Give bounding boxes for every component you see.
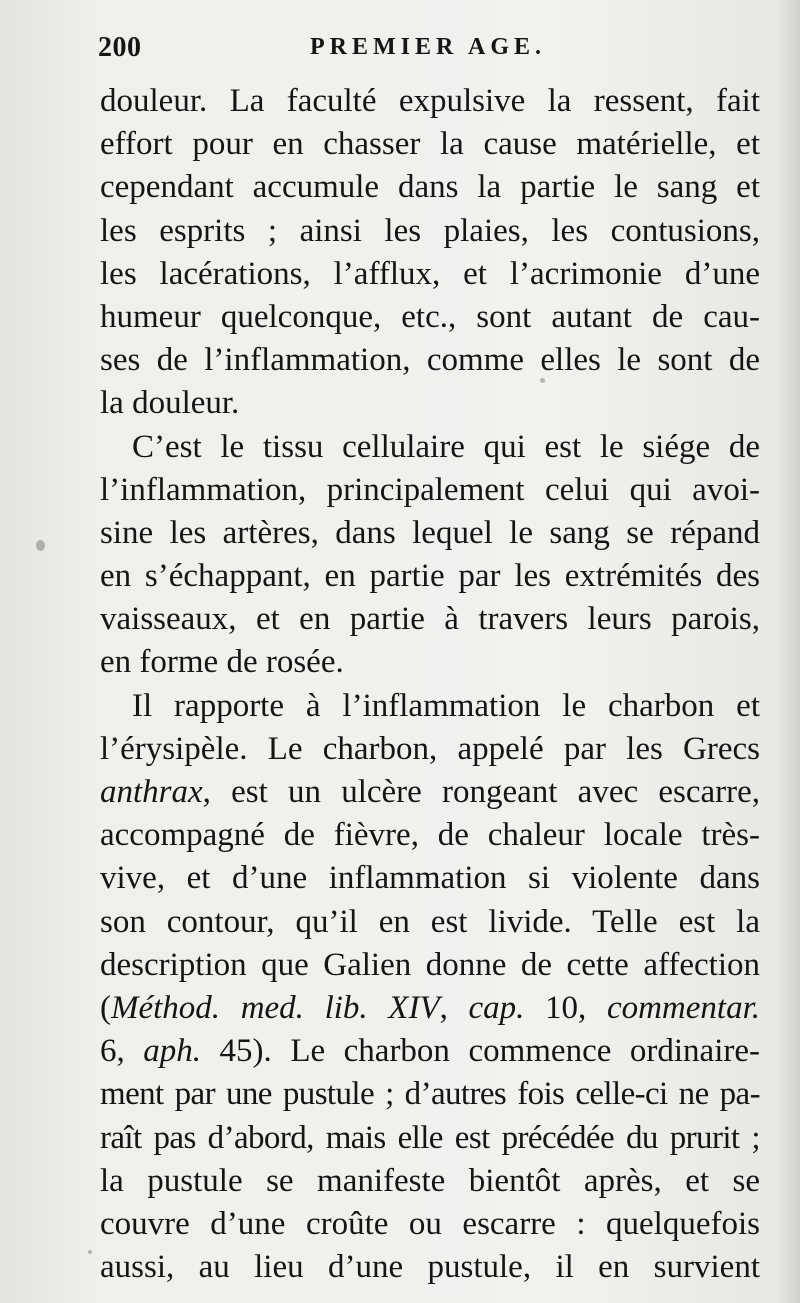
text-line: raît pas d’abord, mais elle est précédée du prurit ; — [100, 1119, 760, 1156]
text-run: 45). Le charbon commence ordinaire- — [201, 1033, 760, 1070]
text-line: humeur quelconque, etc., sont autant de cau- — [100, 298, 760, 335]
text-line: son contour, qu’il en est livide. Telle est la — [100, 903, 760, 940]
text-line: en forme de rosée. — [100, 644, 344, 681]
citation-commentar: commentar. — [606, 989, 760, 1026]
text-run: 6, — [100, 1033, 144, 1070]
text-line: couvre d’une croûte ou escarre : quelquefois — [100, 1205, 760, 1242]
text-line: accompagné de fièvre, de chaleur locale très- — [100, 817, 760, 854]
text-line citation-line — [100, 987, 760, 1030]
page-number: 200 — [98, 32, 142, 63]
text-line: ment par une pustule ; d’autres fois celle-ci ne pa- — [100, 1076, 760, 1113]
text-run: , — [439, 989, 469, 1026]
ink-spot — [36, 540, 45, 551]
citation-cap: cap. — [468, 989, 525, 1026]
text-line: l’inflammation, principalement celui qui avoi- — [100, 471, 760, 508]
body-text — [100, 80, 760, 1289]
ink-spot — [88, 1250, 92, 1254]
text-run: ( — [100, 989, 111, 1026]
page-edge-shadow — [778, 0, 800, 1303]
text-line: cependant accumule dans la partie le sang et — [100, 169, 760, 206]
text-line: aussi, au lieu d’une pustule, il en survient — [100, 1249, 760, 1286]
text-line: la pustule se manifeste bientôt après, et se — [100, 1162, 760, 1199]
text-line — [100, 1030, 760, 1073]
text-run: 10, — [524, 989, 607, 1026]
text-line: description que Galien donne de cette affection — [100, 946, 760, 983]
citation-title: Méthod. med. lib. XIV — [111, 989, 440, 1026]
text-line: effort pour en chasser la cause matérielle, et — [100, 126, 760, 163]
text-line: la douleur. — [100, 385, 240, 422]
text-run: , est un ulcère rongeant avec escarre, — [202, 774, 760, 810]
text-line: l’érysipèle. Le charbon, appelé par les Grecs — [100, 730, 760, 767]
text-line — [100, 771, 760, 814]
page-header — [98, 32, 760, 72]
running-head: PREMIER AGE. — [310, 34, 547, 60]
text-line: ses de l’inflammation, comme elles le sont de — [100, 342, 760, 379]
text-line: vaisseaux, et en partie à travers leurs parois, — [100, 601, 760, 638]
text-line: Il rapporte à l’inflammation le charbon et — [132, 687, 760, 724]
text-line: C’est le tissu cellulaire qui est le siége de — [132, 428, 760, 465]
text-line: sine les artères, dans lequel le sang se répand — [100, 514, 760, 551]
text-line: en s’échappant, en partie par les extrémités des — [100, 558, 760, 595]
text-line: douleur. La faculté expulsive la ressent, fait — [100, 83, 760, 119]
citation-aph: aph. — [143, 1033, 202, 1070]
text-line: vive, et d’une inflammation si violente dans — [100, 860, 760, 897]
italic-term: anthrax — [100, 774, 203, 810]
text-line: les lacérations, l’afflux, et l’acrimonie d’une — [100, 255, 760, 292]
text-line: les esprits ; ainsi les plaies, les contusions, — [100, 212, 760, 249]
